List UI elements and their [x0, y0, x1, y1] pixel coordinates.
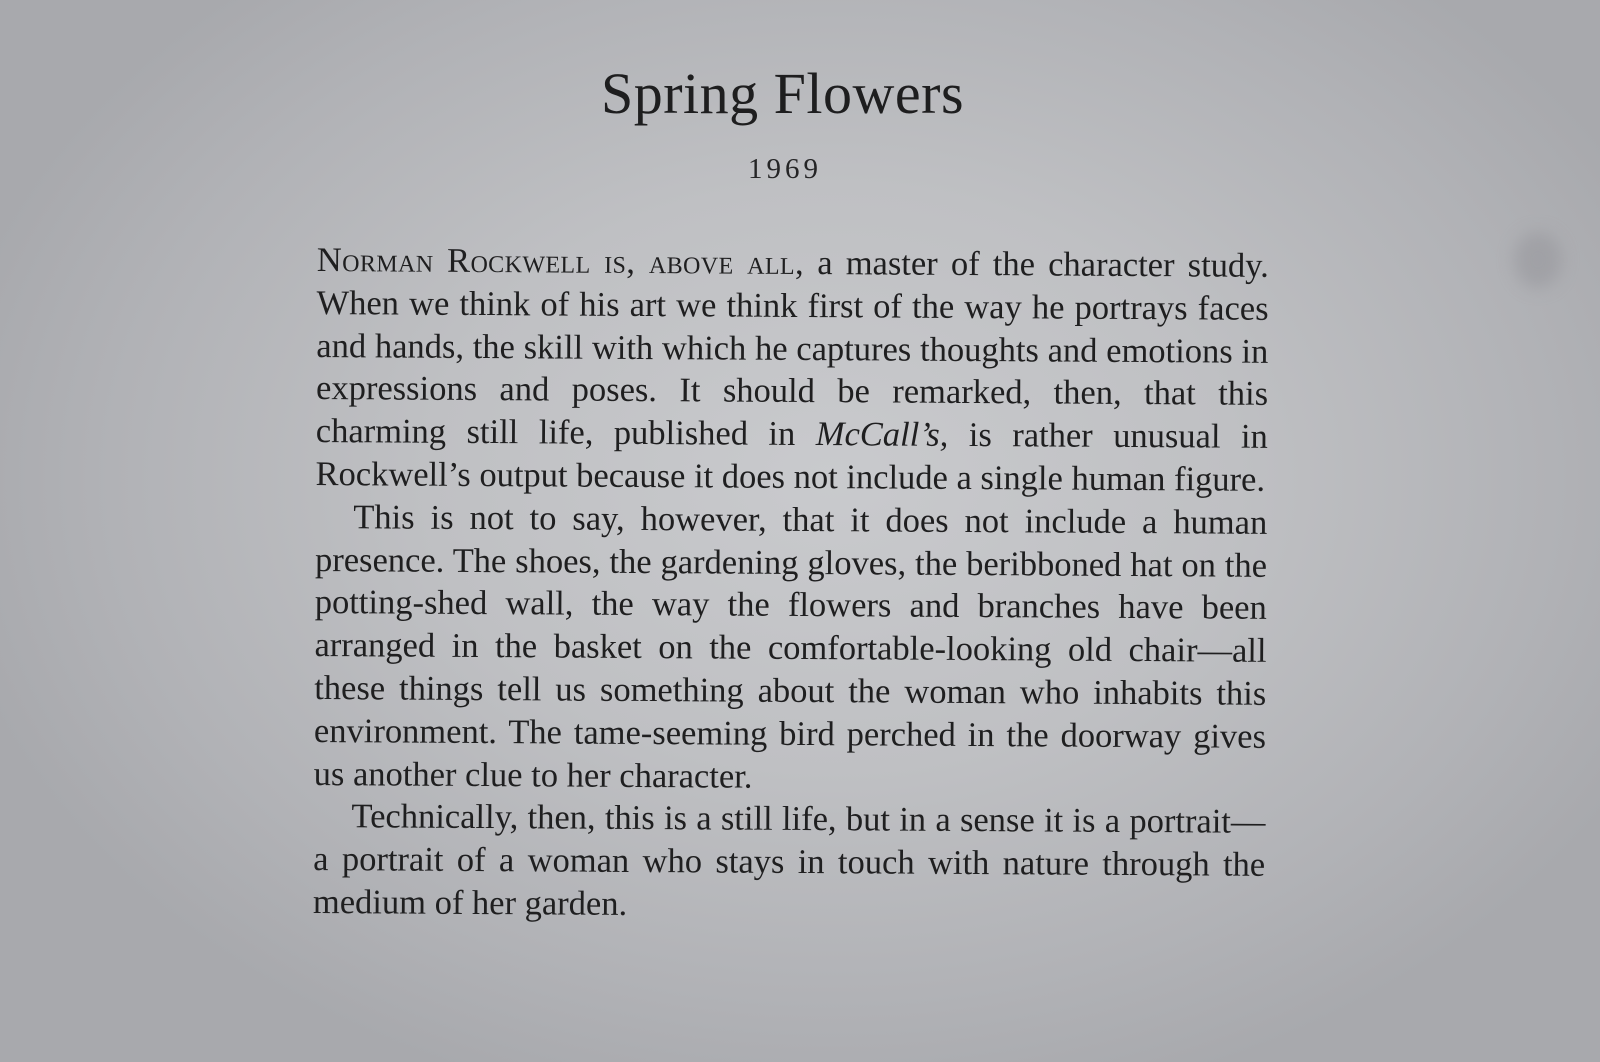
paragraph-2: This is not to say, however, that it does not include a human presence. The shoes, the gardening gloves, the beribboned hat on the potting-shed wall, the way the flowers and branches have been arranged in the basket on the comfortable-looking old chair—all these things tell us something about the woman who inhabits this environment. The tame-seeming bird perched in the doorway gives us another clue to her character.: [313, 498, 1268, 796]
publication-name: McCall’s,: [815, 415, 949, 455]
paragraph-1-text-b: is rather unusual in Rockwell’s output because it does not include a single human figure.: [315, 416, 1268, 499]
paragraph-3: Technically, then, this is a still life, but in a sense it is a portrait—a portrait of a woman who stays in touch with nature through the medium of her garden.: [312, 797, 1266, 923]
paragraph-1-text-a: a master of the character study. When we think of his art we think first of the way he portrays faces and hands, the skill with which he captures thoughts and emotions in expressions and poses. It should be remarked, then, that this charming still life, published in: [315, 243, 1269, 454]
page-title: Spring Flowers: [600, 61, 965, 126]
essay-body: [313, 239, 1269, 930]
paragraph-1-lead: Norman Rockwell is, above all,: [316, 240, 805, 282]
paragraph-1: [315, 239, 1269, 502]
artwork-year: 1969: [748, 153, 822, 185]
